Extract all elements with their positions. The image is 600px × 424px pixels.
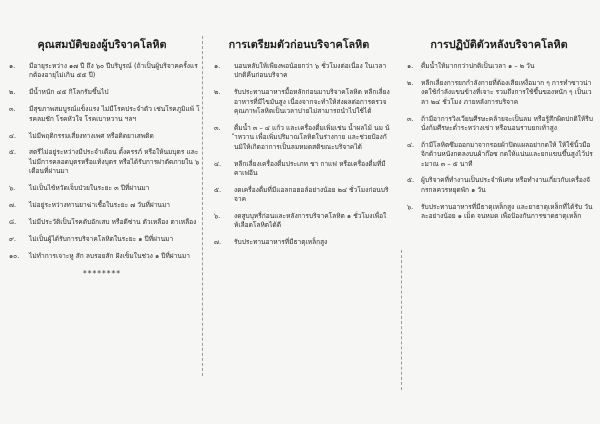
item-number: ๖. — [214, 212, 221, 221]
item-number: ๕. — [214, 185, 222, 194]
list-item — [405, 62, 593, 71]
item-text: ถ้ามีอาการวิงเวียนศีรษะคล้ายจะเป็นลม หรือรู้สึกผิดปกติให้รีบนั่งก้มศีรษะต่ำระหว่างเข่า หรือนอนราบยกเท้าสูง — [421, 114, 593, 132]
list-item — [405, 115, 593, 134]
fold-line-right — [401, 250, 402, 390]
item-number: ๑๐. — [9, 251, 20, 260]
item-number: ๖. — [407, 202, 414, 211]
item-text: รับประทานอาหารที่มีธาตุเหล็กสูง — [234, 238, 328, 247]
item-number: ๘. — [9, 217, 17, 226]
item-number: ๒. — [214, 88, 221, 97]
section-end-stars: ******** — [83, 269, 121, 279]
item-number: ๓. — [214, 123, 221, 132]
item-text: งดสูบบุหรี่ก่อนและหลังการบริจาคโลหิต ๑ ชั่วโมงเพื่อให้เลือดโลหิตได้ดี — [234, 212, 387, 230]
list-item — [208, 238, 390, 247]
qualification-list — [3, 62, 201, 261]
list-item — [3, 105, 201, 124]
list-item — [405, 79, 593, 107]
list-item — [3, 201, 201, 210]
list-item — [208, 186, 390, 205]
item-number: ๑. — [9, 62, 16, 70]
item-text: ผู้บริจาคที่ทำงานเป็นประจำพิเศษ หรือทำงานเกี่ยวกับเครื่องจักรกลควรหยุดพัก ๑ วัน — [421, 176, 590, 194]
item-text: หลีกเลี่ยงเครื่องดื่มประเภท ชา กาแฟ หรือเครื่องดื่มที่มีคาเฟอีน — [234, 159, 386, 177]
list-item — [208, 124, 390, 152]
column-preparation-before-donation — [208, 38, 390, 255]
item-number: ๑. — [214, 62, 221, 70]
item-text: งดเครื่องดื่มที่มีแอลกอฮอล์อย่างน้อย ๒๔ ชั่วโมงก่อนบริจาค — [234, 185, 389, 204]
item-number: ๓. — [407, 114, 414, 123]
item-number: ๗. — [214, 238, 222, 247]
list-item — [208, 212, 390, 231]
column-after-donation-care — [405, 38, 593, 229]
item-number: ๒. — [407, 78, 414, 87]
item-text: นอนหลับให้เพียงพอน้อยกว่า ๖ ชั่วโมงต่อเนื่อง ในเวลาปกติคืนก่อนบริจาค — [234, 62, 387, 80]
list-item — [405, 141, 593, 169]
column-title: การปฏิบัติตัวหลังบริจาคโลหิต — [430, 38, 568, 51]
list-item — [405, 176, 593, 195]
list-item — [3, 88, 201, 97]
preparation-list — [208, 62, 390, 248]
list-item — [405, 203, 593, 222]
item-number: ๕. — [9, 148, 17, 157]
item-number: ๕. — [407, 176, 415, 185]
item-text: ไม่ทำการเจาะหู สัก ลบรอยสัก ฝังเข็มในช่วง ๑ ปีที่ผ่านมา — [29, 251, 190, 260]
item-text: มีน้ำหนัก ๔๕ กิโลกรัมขึ้นไป — [29, 88, 109, 97]
item-number: ๙. — [9, 234, 16, 243]
list-item — [3, 148, 201, 176]
item-text: ดื่มน้ำ ๓ – ๔ แก้ว และเครื่องดื่มเพิ่มเช่น น้ำผลไม้ นม น้ำหวาน เพื่อเพิ่มปริมาณโลหิตในร่างกาย และช่วยป้องกันมิให้เกิดอาการเป็นลมหมดสติขณะบริจาคได้ — [234, 123, 390, 151]
item-text: ไม่เป็นผู้ได้รับการบริจาคโลหิตในระยะ ๑ ปีที่ผ่านมา — [29, 234, 174, 243]
item-text: รับประทานอาหารที่มีธาตุเหล็กสูง และยาธาตุเหล็กที่ได้รับ วันละอย่างน้อย ๑ เม็ด จนหมด เพื่อป้องกันการขาดธาตุเหล็ก — [421, 202, 593, 221]
item-number: ๓. — [9, 105, 16, 114]
item-number: ๔. — [9, 131, 17, 140]
item-text: ถ้ามีโลหิตซึมออกมาจากรอยผ้าปิดแผลอย่ากดให้ ให้ใช้นิ้วมือจิกด้านหนังกดลงบนผ้าก๊อซ กดให้แน่นและยกแขนขึ้นสูงไว้ประมาณ ๓ – ๕ นาที — [421, 140, 593, 168]
list-item — [3, 184, 201, 193]
fold-line-left — [202, 36, 203, 376]
item-number: ๒. — [9, 88, 16, 97]
list-item — [208, 160, 390, 179]
item-text: ไม่มีประวัติเป็นโรคตับอักเสบ หรือดีซ่าน ตัวเหลือง ตาเหลือง — [29, 217, 197, 226]
list-item — [3, 218, 201, 227]
item-number: ๗. — [9, 201, 17, 209]
item-text: ดื่มน้ำให้มากกว่าปกติเป็นเวลา ๑ – ๒ วัน — [421, 62, 535, 70]
list-item — [3, 252, 201, 261]
item-number: ๑. — [407, 62, 414, 70]
item-text: ไม่อยู่ระหว่างทานยาฆ่าเชื้อในระยะ ๗ วันที่ผ่านมา — [29, 201, 170, 209]
item-text: ไม่เป็นไข้หวัดเจ็บป่วยในระยะ ๓ ปีที่ผ่านมา — [29, 184, 150, 193]
item-text: สตรีไม่อยู่ระหว่างมีประจำเดือน ตั้งครรภ์ หรือให้นมบุตร และไม่มีการคลอดบุตรหรือแท้งบุตร หรือได้รับการผ่าตัดภายใน ๖ เดือนที่ผ่านมา — [29, 148, 200, 176]
list-item — [208, 88, 390, 116]
item-text: หลีกเลี่ยงการยกกำลังกายที่ต้องเสียเหงื่อมาก ๆ การทำซาวน่า งดใช้กำลังแขนข้างที่เจาะ รวมถึงการใช้ขึ้นของหนัก ๆ เป็นเวลา ๒๔ ชั่วโมง ภายหลังการบริจาค — [421, 78, 592, 106]
item-text: มีสุขภาพสมบูรณ์แข็งแรง ไม่มีโรคประจำตัว เช่นโรคภูมิแพ้ โรคลมชัก โรคหัวใจ โรคเบาหวาน ฯลฯ — [29, 105, 200, 123]
column-donor-qualifications — [3, 38, 201, 279]
list-item — [3, 235, 201, 244]
item-number: ๔. — [214, 159, 222, 168]
item-text: มีอายุระหว่าง ๑๗ ปี ถึง ๖๐ ปีบริบูรณ์ (ถ้าเป็นผู้บริจาคครั้งแรกต้องอายุไม่เกิน ๕๕ ปี) — [29, 62, 198, 80]
list-item — [3, 62, 201, 81]
list-item — [3, 132, 201, 141]
item-text: ไม่มีพฤติกรรมเสี่ยงทางเพศ หรือติดยาเสพติด — [29, 131, 154, 140]
column-title: การเตรียมตัวก่อนบริจาคโลหิต — [228, 38, 370, 51]
item-number: ๖. — [9, 184, 16, 193]
list-item — [208, 62, 390, 81]
after-care-list — [405, 62, 593, 221]
column-title: คุณสมบัติของผู้บริจาคโลหิต — [37, 38, 167, 51]
item-number: ๔. — [407, 140, 415, 149]
item-text: รับประทานอาหารมื้อหลักก่อนมาบริจาคโลหิต หลีกเลี่ยงอาหารที่มีไขมันสูง เนื่องจากจะทำให้ส่งผลต่อการตรวจคุณภาพโลหิตเป็นเวลาบ่ายไม่สามารถนำไปใช้ได้ — [234, 88, 390, 115]
